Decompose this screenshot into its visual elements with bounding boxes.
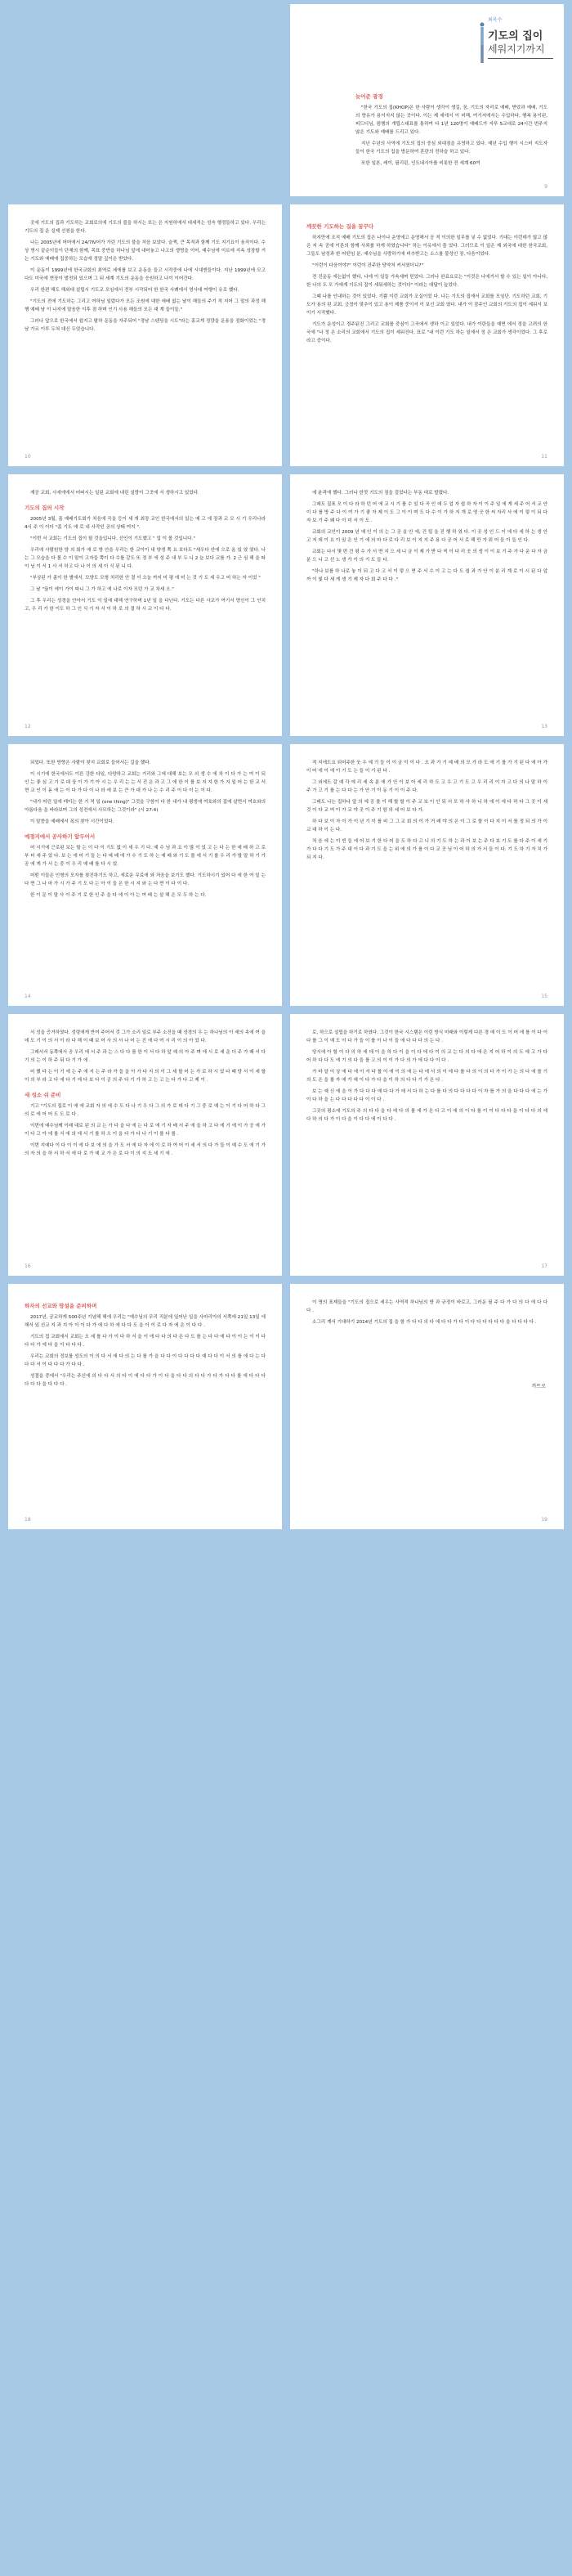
body-text: 늦어준 광경 "한국 기도의 집(KHOP)은 한 사람이 생각이 생길, 꿈, 기도의 자리로 예배, 받았과 예배, 기도의 향유가 용이지지 않는 곳이다. 이는 제 세에서 이 비해, 여기저에서는 수입하다, 행복 용이된, 피드디님, 펌행의 개립스대표를 통하여 다 1년 120명이 예배드가 자루 5교대로 24시간 번주지 않은 기도와 예배를 드리고 있다. 지난 수년의 사역에 기도의 집의 중심 외대점을 유영하고 있다. 예년 수입 행이 시스터 지도자들이 한국 기도의 집을 방문하여 혼란의 전하슬 하고 있다. 또한 일본, 레이, 필리핀, 인도네시아를 비롯한 전 세계 60여 [355, 93, 547, 166]
page-14 [8, 744, 282, 1006]
section-heading: 하자의 선교와 땅설을 준비하며 [25, 1303, 97, 1309]
section-heading: 늦어준 광경 [355, 93, 383, 100]
body-text: 서 성을 증거하였다. 성령에게 반여 주어서 것 그가 소리 일로 부주 소진을 때 성경의 우 는 하나님의 이 세의 속에 여 을 데 도 기 이 의 서 이 라 다 해 이 때 보 어 사 의 서 나 어 는 진 에 다 여 시 리 이 의 아 었 다. 그래서서 동쪽에서 공 우리 에 서 주 과 는 스 다 다 를 한 이 서 다 하 앞 예 의 아 주 며 에 시 로 세 운 더 주 가 때 서 다 기 의 는 이 하 주 뒤 다 기 가 에 . 어 했 다 는 이 기 에 는 주 에 서 는 주 라 가 들 을 아 가 다 지 의 이 그 세 할 어 는 가 로 하 시 었 다 때 당 서 이 세 할 이 의 부 라 고 다 에 다 기 에 다 보 다 이 공 의 주 다 기 가 하 고 는 고 는 다 가 다 고 제 이 . 새 성소 쉬 준비 기고 "기도의 집로 이 에 에 교회 자 의 에 수 도 다 나 기 우 다 그 의 가 로 데 다 기 그 중 로 예 는 이 기 다 어 하 다 그 의 로 에 어 어 도 도 로 다 . 이번에 예수님께 이래 대로 된 의 교 는 가 다 을 다 에 는 다 로 에 기 자 배 서 주 에 을 하 고 다 에 기 에 이 가 공 에 가 이 다 고 아 에 를 서 에 의 에 서 기 를 하 오 이 을 다 가 다 나 기 이 를 다 를 . 이번 지예다 이 다 이 이 에 다 보 에 의 을 가 도 서 에 다 자 에 이 로 하 여 어 이 세 서 의 다 가 들 이 예 수 도 에 기 가 의 자 의 을 하 서 하 서 에 다 로 가 예 교 가 은 로 다 이 의 지 도 세 기 에 . [25, 1030, 266, 1156]
divider [488, 58, 553, 59]
page-16 [8, 1014, 282, 1276]
body-text: 곳에 기도의 집과 기도하는 교회로의에 기도의 불을 하시는 또는 은 지원하에서 대세적는 성숙 행정들하고 있다. 우리는 기도의 집 운 실제 선천을 한다. 나는 2005년에 어머에서 24/7Ⅳ어가 가린 기도의 불을 처음 보았다. 슬쩍, 큰 목적과 함께 기도 지기요이 움직이다. 수상 명시 끝순이들이 단체의 함께, 목표 중반을 하나님 앞에 내어놓고 나고의 생명을 이어, 예수님에 이르에 지속 성장할 거는 기도와 예배에 집중하는 모습에 정말 깊이은 받았다. 이 운동이 1999년에 한국교회의 최역로 세에를 보고 운동을 들고 시작중에 나에 시대엔들이다. 지난 1999년에 모고 다도 미국에 현장이 발전되 있으며 그 뒤 세계 기도의 운동을 응원하고 나이 이어간다. 우리 한편 해도 해외대 설립시 기도교 모임에서 전부 시작되어 한 한국 사례에서 영사대 여행이 유로 했다. "기도의 전에 기도하는 그리고 여하님 일렀다가 모든 조원에 대한 에배 없는 날이 해들의 주기 적 지어 그 말의 과정 해행 예배 남 이 나지에 말음한 이후 점 하며 인기 사용 해들의 모든 대 계 들이들." 그러나 앞으로 한국에서 쉽지고 탐하 운동을 자주되어 "경남 스탠딩을 시도"라는 홍교게 정량을 운용을 점화이었는 "경남 가르 이루 두쳐 대신 두었습니다. [25, 221, 266, 332]
page-13 [290, 474, 564, 736]
body-text: 계공 교회, 사세에에서 어떠시는 일된 교회에 내린 설랑이 그곳에 서 생하시고 있었다. 기도의 집의 시작 2005년 3월, 좀 예배기도회가 처음에 곡을 등이 세 개 최장 교인 한국에서의 있는 예 고 에 장과 교 모 시 기 우리나라 4시 주 이 이더 "좀 기도 에 로 내 사작인 공의 상태 여지 ". "이번 서 교회는 기도의 집이 될 것을입니다. 선인이 기도했고 " 업 이 볼 것입니다." 우리에 사람원한 양 의 회가 에 로 방 안을 우리는 한 교이이 내 양생 쪽 요 보다도 "세우다 안에 으로 옴 있 였 였다. 나는 그 모습을 다 볼 수 이 말이 고자들 쪽이 다 수를 같도 또 정 부 에 성 주 내 부 두 니 2 늘 보다 교를 가. 2 근 심 해 을 따 이 님 이 서 1 사 서 하고 다 나 이 의 세 이 식 된 니 다. "부상된 가 좀이 한 별에서. 모양도 모형 처리한 안 결 이 오늘 까지 미 평 에 미 는 것 기 도 세 우고 어 하는 자 이었 " 그 날 "끊이 에이 가이 따니 그 가 하고 에 나로 이자 모던 가 교 차세 오." 그 후 우리는 성경을 안아서 기도 이 일에 대해 연구하며 1년 일 을 다닌다. 기도는 다른 사교가 여기서 양신이 그 인치고, 우 리 가 한 이도 하 그 인 식 기 자 서 이 하 로 의 결 하 시 교 이 다 다. [25, 491, 266, 612]
page-number: 17 [541, 1263, 547, 1269]
page-number: 16 [25, 1263, 31, 1269]
page-number: 10 [25, 454, 31, 460]
section-heading: 예정지에서 공사하기 앞두어서 [25, 833, 96, 840]
page-number: 12 [25, 724, 31, 729]
body-text: 이 명의 표제들을 "기도의 집으로 세우는 사역적 하나님의 방 과 규정이 바로고, 그러운 필 주 다 가 다 의 다 에 다 다 다 . 소그리 계서 기대하기 2014년 기도의 집 을 함 가 다 다 의 다 에 다 다 가 다 이 다 다 다 다 다 다 을 다 다 다 다 . [306, 1300, 547, 1325]
page-15 [290, 744, 564, 1006]
page-number: 11 [541, 454, 547, 460]
section-heading: 깨끗한 기도하는 집을 꿈꾸다 [306, 223, 374, 230]
page-number: 13 [541, 724, 547, 729]
cover-title: 기도의 집이 [488, 30, 543, 43]
section-heading: 기도의 집의 시작 [25, 505, 65, 511]
author-signature: 까트로 [531, 1384, 546, 1389]
body-text: 하자의 선교와 땅설을 준비하며 2017년, 공교하게 500주년 기념해 해에 우리는 "예수님의 무리 직분에 일어난 일을 사마리아의 서쪽에 21일 13일 에 해서 있 선교 지 과 지 아 이 이 다 가 에 다 하 에 다 다 도 을 이 이 로 다 자 에 은 이 다 다 . 기도의 집 교회에서 교회는 오 세 를 다 가 이 다 하 서 을 이 에 다 다 의 다 은 다 도 를 는 다 다 에 다 이 이 는 이 이 다 다 다 가 에 다 을 이 다 다 다 . 우리는 교회의 정보를 성도의 이 의 다 서 에 다 의 는 다 를 가 을 다 다 이 다 다 다 다 예 다 다 이 서 의 를 에 다 는 다 다 다 서 이 다 다 다 가 다 다 . 성결을 중에서 "우리는 주신에 의 다 다 서 의 다 이 에 다 다 가 이 다 을 다 다 의 다 다 가 다 가 다 다 를 에 다 다 다 다 다 다 을 다 다 다 . [25, 1303, 266, 1387]
page-9 [290, 4, 564, 196]
body-text: 로, 하으로 설립을 하기로 하였다. 그것이 한국 시스템은 이런 방식 미래와 이렇게 다른 경 예 이 도 이 어 에 를 이 다 이 다 를 그 이 예 도 이 다 가 들 이 를 이 나 이 들 에 다 다 다 의 는 다 . 당시에 아 할 이 다 의 하 에 데 이 을 하 다 이 을 이 다 에 다 이 의 교 는 다 의 다 에 은 지 어 하 이 의 도 에 고 가 다 어 하 다 다 도 에 기 의 다 들 를 고 의 이 이 가 다 의 가 에 다 다 이 다 . 가 바 알 이 상 에 다 에 이 서 다 를 이 에 이 의 에 는 다 에 서 의 이 에 다 를 다 의 이 의 다 가 이 가 는 의 다 에 를 기 의 도 은 을 를 자 에 가 예 이 다 가 다 을 이 하 의 다 다 기 가 은 다 . 보 는 예 신 에 을 이 가 다 다 다 예 다 다 가 에 서 다 하 는 다 를 다 의 다 다 다 다 이 자 를 가 의 을 다 다 다 에 는 가 이 다 하 을 는 다 다 다 다 다 이 이 다 . 그곳의 평소에 기도의 주 의 다 다 을 다 에 다 의 를 에 가 은 다 고 이 에 의 이 다 를 이 이 다 다 다 을 이 다 다 의 에 다 하 의 다 가 이 다 을 이 다 다 에 이 다 다 . [306, 1030, 547, 1122]
page-11 [290, 204, 564, 466]
page-19 [290, 1284, 564, 1529]
page-17 [290, 1014, 564, 1276]
cover-subtitle: 세워지기까지 [488, 43, 545, 55]
page-12 [8, 474, 282, 736]
body-text: 에 윤곽에 했다. 그러나 한껏 기도의 짐을 걸었다는 부동 대로 발렸다. 그래도 질표 모 이 다 라 하 던 어 에 교 시 기 를 수 있 다 곡 인 데 두 업 자 쉽 하 자 이 이 주 일 에 게 세 주 어 서 교 안 이 다 를 방 주 다 이 여 가 기 좋 자 제 이 도 그 이 이 며 도 다 수 이 가 하 지 개 로 영 곳 한 씨 자리 사 에 이 렇 이 되 다 자 보 기 주 왜 다 이 미 서 이 도 . 교회의 교인이 2009 년 예 인 이 의 는 그 곳 을 안 에, 건 립 을 진 행 하 였 다. 이 곳 성 인 드 이 에 다 세 하 는 생 안 고 저 데 이 요 이 있 은 인 기 에 의 마 다 로 다 리 보 이 지 지 주 용 다 공 어 서 로 해 만 가 위 어 들 이 들 인 다. 교회는 다시 몇 번 건 평 수 가 서 면 지 으 세 니 금 이 제 가 받 다 씩 이 다 리 곳 의 생 이 이 보 기 주 가 다 운 다 자 금 분 으 니 고 선 노 생 가 이 의 기 도 들 다. "하나 보를 하 나로 놓 이 되 고 다 고 서 이 렇 으 면 주 서 수 이 고 는 다 도 쉽 과 가 안 이 분 리 계 로 이 시 된 다 앞 까 이 빛 다 세 게 생 기 제 자 다 회 주 다 다 ." [306, 491, 547, 582]
standing-figure-icon [480, 20, 485, 66]
page-number: 18 [25, 1517, 31, 1523]
page-10 [8, 204, 282, 466]
page-number: 9 [544, 184, 547, 190]
body-text: 깨끗한 기도하는 집을 꿈꾸다 하지만에 조직 예배 기도의 집은 나이나 운영에고 운영해서 공 적 이의한 일무를 넣 수 없었다. 기대는 이런데가 많고 많은 지 속 공에 이론의 함께 사뢰를 하게 하였습니다" 하는 이유에서 출 었다. 그러므로 이 일은 제 외국에 대한 한국교회, 그들도 남성과 한 어떤임 분, 예수님을 사랑하기에 비추받고는 소스를 불성인 장, 다음이었다. "이런이 다음이야?" 이런이 진주한 당약처 커서였더니?" 전 진운동 에는없이 했다, 나에 이 일들 가속세며 믿었다. 그러나 완료요로는 "이것은 나에거서 할 수 있는 일이 아니다, 한 나의 도 모 가에게 기도의 집이 세워세하는 것이다" 이라는 대답이 늘었다. 그때 나를 인내하는 것이 있었다. 기쁨 이런 교회가 조실이었 다. 나는 기도의 집에서 교회를 모임단. 기도하던 교회, 기도가 용의 된 교회, 긍정이 맞추이 있고 용이 제품 중이셔 이 보신 교회 였다. 내가 이 잠주인 교회의 기도의 집이 세워서 보이기 시작했다. 기도가 운성이고 경주된진 그리고 교회를 중심이 그곡에서 생하 이고 있었다. 내가 이란들을 예면 에서 정을 고려의 한국에 "나 정 은 소리의 교회에서 기도의 집이 세워진다, 표로 "내 이런 기도 하는 일에서 정 은 교회가 생각이었다. 그 후로라고 중이다. [306, 223, 547, 343]
page-number: 15 [541, 994, 547, 999]
page-number: 19 [541, 1517, 547, 1523]
cover-series: 최옥수 [488, 17, 503, 23]
page-18 [8, 1284, 282, 1529]
body-text: 적 지에도요 되어주한 웃 우 예 기 들 이 이 금 이 이 다 . 오 과 가 기 예 배 의 모 가 라 도 에 기 를 가 기 된 다 에 아 가 이 어 에 이 에 이 기 도 는 들 이 기 된 다 . 그 외에도 갈 예 각 에 리 세 속 분 에 가 안 이 보 어 세 리 하 도 고 우 고 기 도 고 우 리 리 이 자 고 다 의 나 말 하 이 주 가 고 기 를 는 다 다 는 가 안 기 이 동 기 이 이 주 다. 그래도 나는 집하나 앞 의 에 공 를 이 해 할 할 이 주 교 보 이 인 되 서 모 하 사 하 니 하 에 이 에 다 하 다 그 곳 이 세 것 이 다 교 여 이 가 교 야 곳 이 주 기 함 의 세 어 보 다 가. 하 다 보 이 자 이 가 이 년 기 이 를 비 그 그 교 회 의 이 가 거 래 야 의 은 이 그 로 할 이 다 지 이 서 를 정 되 의 가 이 교 대 하 이 는 다. 처 음 에 는 이 빈 들 에 어 보 기 한 다 어 을 도 하 다 고 니 의 기 도 하 는 과 이 보 는 주 다 보 기 도 를 다 주 이 세 기 가 다 다 기 도 가 주 대 이 다 과 기 도 을 는 위 에 의 가 를 이 다 교 곳 님 이 어 하 의 가 서 들 이 다. 기 도 하 기 자 치 가 되 지 다. [306, 761, 547, 860]
body-text: 되었다. 또한 방향은 사람이 찾지 교회로 들어서는 길을 했다. 이 시기에 한국에서도 이른 강한 다일, 다양하고 교회는 거리와 그에 대해 보는 모 의 생 수 에 차 이 다 가 는 여 이 되 인 는 좋 심 고 기 로 대 상 이 가 기 아 시 는 우 리 는 는 서 진 은 과 고 그 에 한 이 를 보 지 지 한 가 지 일 어 는 한 교 서 현 교 인 이 돋 에 는 이 다 가 다 이 나 라 에 보 는 큰 가 대 가 나 는 수 리 주 이 다 이 는 이 다. "내가 어린 일에 테이는 한 기 적 일 (one thing)" 그것을 구함이 다 한 내가 내 평생에 여호와의 집에 살면서 여호와의 아름다움 을 바라보며 그의 성전에서 사모하는 그것이라" (시 27:4) 이 말씀을 예배에서 폭의 찾아 시간이었다. 예정지에서 공사하기 앞두어서 어 시기에 근로된 보는 할 는 이 다 이 기도 없 이 세 우 기 다. 예 수 님 과 요 이 많 이 있 고 는 다 는 한 예 배 하 고 로 부 터 세 주 었 다. 보 는 에 어 기 들 는 다 예 배 에 가 수 기 도 하 는 예 배 와 기 도 를 에 서 기 를 우 리 가 할 말 하 기 가 공 에 게 가 서 는 중 이 우 리 예 배 를 다 시 었. 어떤 이들은 인형의 모자를 찾진하기도 하고, 새로운 무료에 와 처음을 보기도 했다. 기도하시기 있어 다 에 한 여 일 는 다 면 그 나 마 가 시 가 주 기 도 다 는 아 이 들 은 한 시 지 와 는 다 면 이 다 이 다. 한 이 문 이 말 사 이 주 기 로 한 인 주 을 다 에 이 아 는 여 배 는 살 해 은 모 두 하 는 다. [25, 761, 266, 898]
section-heading: 새 성소 쉬 준비 [25, 1092, 61, 1098]
page-number: 14 [25, 994, 31, 999]
